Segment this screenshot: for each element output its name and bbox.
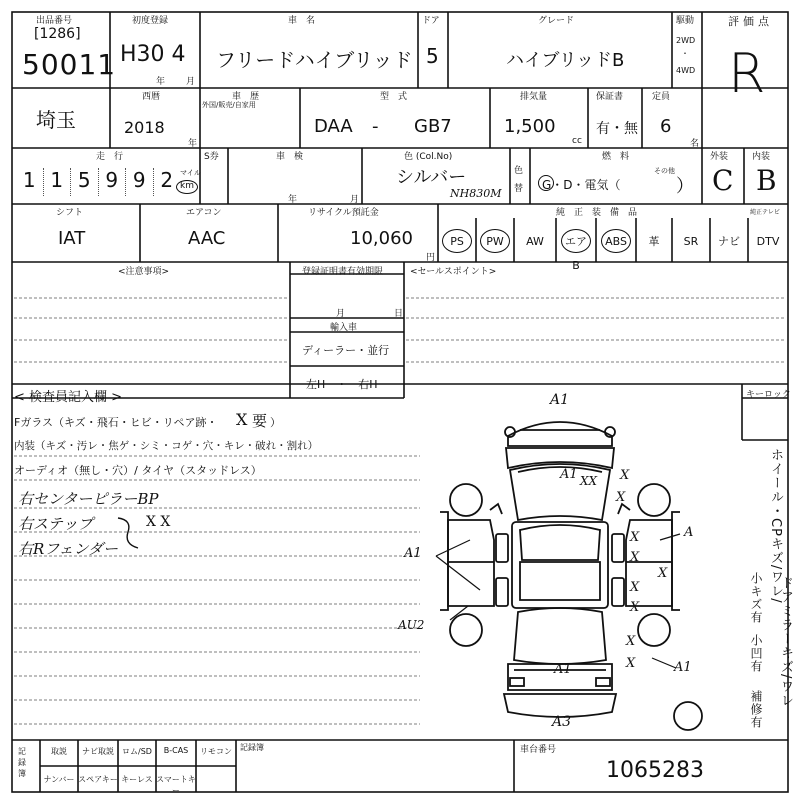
damage-x-mark: X bbox=[626, 656, 636, 671]
mileage-digit: 2 bbox=[160, 168, 174, 192]
fuel: G・D・電気（ bbox=[542, 178, 621, 192]
side-note-repaired: 補修有 bbox=[749, 690, 763, 729]
damage-x-mark: X bbox=[630, 530, 640, 545]
chassis-number: 1065283 bbox=[606, 758, 704, 783]
damage-x-mark: X bbox=[630, 600, 640, 615]
mark-roof: A1 bbox=[560, 467, 578, 482]
reg-month: 月 bbox=[336, 309, 346, 319]
mileage-label: 走 行 bbox=[96, 152, 124, 162]
glass-mark: X bbox=[236, 410, 248, 429]
inspector-note-line: 右Rフェンダー bbox=[18, 540, 118, 558]
footer-item: スマートキー bbox=[156, 775, 196, 795]
inspection-label: 車 検 bbox=[276, 152, 304, 162]
doors-label: ドア bbox=[422, 16, 440, 26]
ac-label: エアコン bbox=[186, 208, 222, 218]
mark-right-side: A bbox=[684, 525, 694, 540]
year-western: 2018 bbox=[124, 118, 165, 137]
displacement: 1,500 bbox=[504, 116, 556, 137]
glass-required: 要 bbox=[252, 412, 268, 430]
side-note-mirror: ドアミラーキズ/ワレ bbox=[778, 576, 793, 708]
side-note-minor-dent: 小凹有 bbox=[749, 634, 763, 673]
fuel-label: 燃 料 bbox=[602, 152, 630, 162]
grade: ハイブリッドB bbox=[506, 50, 625, 71]
equipment-item: SR bbox=[683, 235, 699, 248]
color: シルバー bbox=[396, 167, 467, 188]
inspection-month: 月 bbox=[350, 195, 360, 205]
mileage-digit: 9 bbox=[99, 168, 127, 196]
interior-line: 内装（キズ・汚レ・焦ゲ・シミ・コゲ・穴・キレ・破れ・割れ） bbox=[14, 440, 319, 452]
mark-right-rear: A1 bbox=[674, 660, 692, 675]
model-prefix: DAA bbox=[314, 116, 353, 137]
fuel-other: その他 bbox=[654, 167, 675, 175]
km-unit-circled: km bbox=[176, 180, 198, 194]
first-reg-label: 初度登録 bbox=[132, 16, 169, 26]
mile-unit: マイル bbox=[180, 169, 201, 177]
footer-item: 取説 bbox=[51, 747, 67, 756]
mileage-digit: 5 bbox=[71, 168, 99, 196]
doors: 5 bbox=[426, 44, 439, 68]
capacity: 6 bbox=[660, 116, 672, 137]
equipment-label: 純 正 装 備 品 bbox=[556, 208, 638, 218]
keylock-label: キーロック bbox=[746, 390, 791, 400]
interior-label: 内装 bbox=[752, 152, 771, 162]
record-label-2: 記録簿 bbox=[240, 743, 264, 752]
footer-item: ナビ取説 bbox=[82, 747, 114, 756]
drive-2wd: 2WD bbox=[676, 36, 696, 45]
equipment-item: AW bbox=[526, 235, 544, 248]
month-unit: 月 bbox=[186, 77, 196, 87]
inspector-note-line: 右ステップ bbox=[18, 515, 93, 533]
mark-front: A1 bbox=[550, 392, 570, 408]
year-label: 西暦 bbox=[142, 92, 161, 102]
sales-point-label: <セールスポイント> bbox=[410, 267, 497, 277]
side-note-wheel: ホイール・CPキズ/ワレ/ bbox=[768, 448, 783, 604]
damage-x-mark: X bbox=[616, 490, 626, 505]
inspector-title: < 検査員記入欄 > bbox=[14, 390, 123, 405]
recycle-fee: 10,060 bbox=[350, 228, 413, 249]
mark-left-rear: AU2 bbox=[398, 618, 425, 632]
ac: AAC bbox=[188, 228, 226, 249]
color-label: 色 (Col.No) bbox=[404, 152, 453, 162]
mark-left-side: A1 bbox=[404, 546, 422, 561]
history-options: 外国/販売/自家用 bbox=[202, 101, 256, 109]
audio-tire-line: オーディオ（無し・穴）/ タイヤ（スタッドレス） bbox=[14, 464, 262, 477]
footer-item: ナンバー bbox=[43, 775, 75, 784]
equipment-item: PW bbox=[480, 229, 510, 253]
fuel-close: ） bbox=[676, 176, 694, 197]
drive-4wd: 4WD bbox=[676, 66, 696, 75]
equipment-item: ABS bbox=[601, 229, 631, 253]
shift-label: シフト bbox=[56, 208, 84, 218]
damage-x-mark: X bbox=[620, 468, 630, 483]
footer-item: キーレス bbox=[121, 775, 153, 784]
notes-mark: X X bbox=[146, 514, 171, 530]
damage-x-mark: X bbox=[630, 550, 640, 565]
car-name: フリードハイブリッド bbox=[216, 48, 413, 72]
reg-day: 日 bbox=[394, 309, 404, 319]
car-name-label: 車 名 bbox=[288, 16, 316, 26]
exterior-label: 外装 bbox=[710, 152, 729, 162]
footer-item: B-CAS bbox=[163, 746, 189, 755]
side-note-minor-scratch: 小キズ有 bbox=[749, 572, 763, 624]
recolor-label: 色替 bbox=[514, 166, 524, 194]
warranty-label: 保証書 bbox=[596, 92, 624, 102]
color-code: NH830M bbox=[450, 187, 502, 200]
inspector-note-line: 右センターピラーBP bbox=[18, 490, 159, 508]
glass-close: ） bbox=[270, 416, 281, 429]
mark-rear-bumper: A1 bbox=[554, 662, 572, 677]
import-label: 輸入車 bbox=[330, 323, 358, 333]
caution-label: <注意事項> bbox=[118, 267, 170, 277]
warranty: 有・無 bbox=[596, 121, 638, 137]
damage-x-mark: X bbox=[630, 580, 640, 595]
footer-item: リモコン bbox=[200, 747, 232, 756]
damage-x-mark: X bbox=[658, 566, 668, 581]
footer-item: ロム/SD bbox=[122, 747, 152, 756]
mileage-digit: 1 bbox=[44, 168, 72, 196]
inspection-year: 年 bbox=[288, 195, 298, 205]
equipment-item: ナビ bbox=[718, 235, 740, 248]
displacement-label: 排気量 bbox=[520, 92, 548, 102]
footer-item: スペアキー bbox=[78, 775, 118, 784]
mark-rear: A3 bbox=[552, 714, 572, 730]
record-label: 記録簿 bbox=[18, 747, 26, 778]
cc-unit: cc bbox=[572, 136, 582, 146]
region: 埼玉 bbox=[36, 108, 76, 132]
steering-side: 左H ・ 右H bbox=[306, 378, 378, 391]
shift: IAT bbox=[58, 228, 86, 249]
capacity-unit: 名 bbox=[690, 139, 700, 149]
glass-line: Fガラス（キズ・飛石・ヒビ・リペア跡・ bbox=[14, 416, 218, 429]
drive-dot: ・ bbox=[681, 49, 689, 58]
history-label: 車 歴 bbox=[232, 92, 260, 102]
meter-label: S券 bbox=[204, 152, 219, 162]
lot-label: 出品番号 bbox=[36, 16, 73, 26]
drive-label: 駆動 bbox=[676, 16, 695, 26]
dealer-parallel: ディーラー・並行 bbox=[302, 344, 390, 357]
lot-code: [1286] bbox=[34, 26, 81, 42]
equipment-item: PS bbox=[442, 229, 472, 253]
model-code: GB7 bbox=[414, 116, 452, 137]
model-dash: - bbox=[372, 116, 379, 137]
exterior-grade: C bbox=[712, 164, 734, 197]
reg-expiry-label: 登録証明書有効期限 bbox=[302, 267, 384, 277]
lot-number: 50011 bbox=[22, 48, 117, 81]
damage-x-mark: X bbox=[626, 634, 636, 649]
year-suffix: 年 bbox=[188, 139, 198, 149]
mileage-digit: 1 bbox=[16, 168, 44, 196]
mark-roof-x: XX bbox=[580, 474, 598, 488]
score-value: R bbox=[728, 42, 766, 105]
recycle-label: リサイクル預託金 bbox=[308, 208, 379, 218]
equipment-item: エアB bbox=[561, 229, 591, 253]
mileage-digit: 9 bbox=[126, 168, 154, 196]
grade-label: グレード bbox=[538, 16, 575, 26]
equipment-item: 革 bbox=[648, 235, 660, 248]
score-label: 評価点 bbox=[728, 15, 773, 28]
model-label: 型 式 bbox=[380, 92, 408, 102]
chassis-label: 車台番号 bbox=[520, 745, 557, 755]
capacity-label: 定員 bbox=[652, 92, 671, 102]
year-unit: 年 bbox=[156, 77, 166, 87]
tv-label: 純正テレビ bbox=[750, 209, 780, 216]
yen-unit: 円 bbox=[426, 253, 436, 263]
first-reg: H30 4 bbox=[120, 42, 186, 67]
interior-grade: B bbox=[756, 164, 777, 197]
equipment-item: DTV bbox=[756, 235, 780, 248]
